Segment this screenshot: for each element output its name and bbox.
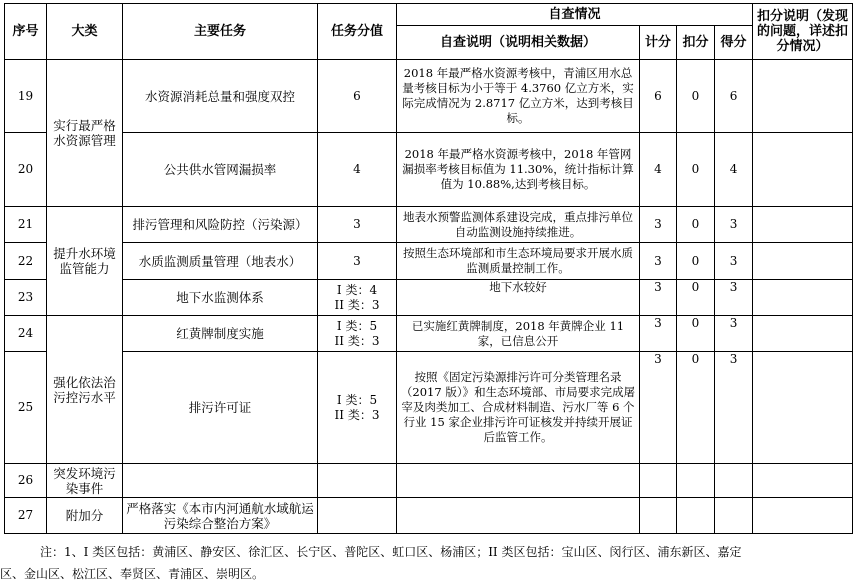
row-de: 3 (715, 243, 753, 280)
row-kou: 0 (677, 60, 715, 133)
row-score (318, 316, 397, 352)
table-row (5, 280, 853, 316)
row-score (318, 498, 397, 534)
footnote-line-1: 注：1、I 类区包括：黄浦区、静安区、徐汇区、长宁区、普陀区、虹口区、杨浦区；II 类区包括：宝山区、闵行区、浦东新区、嘉定 (40, 545, 742, 559)
row-task (123, 464, 318, 498)
header-deduct-note: 扣分说明（发现的问题，详述扣分情况） (753, 4, 853, 60)
row-score: 6 (318, 60, 397, 133)
table-row (5, 243, 853, 280)
row-ji (640, 498, 677, 534)
row-deduct-note (753, 352, 853, 464)
row-ji: 3 (640, 316, 677, 352)
table-row (5, 60, 853, 133)
row-kou: 0 (677, 280, 715, 316)
footnote-line-2: 区、金山区、松江区、奉贤区、青浦区、崇明区。 (0, 567, 265, 581)
row-score (318, 280, 397, 316)
row-kou: 0 (677, 133, 715, 207)
row-desc: 按照生态环境部和市生态环境局要求开展水质监测质量控制工作。 (397, 243, 640, 280)
assessment-table (4, 3, 853, 534)
table-row (5, 133, 853, 207)
row-deduct-note (753, 243, 853, 280)
row-deduct-note (753, 316, 853, 352)
row-deduct-note (753, 498, 853, 534)
header-row-1 (5, 4, 853, 26)
row-seq: 22 (5, 243, 47, 280)
row-ji: 3 (640, 352, 677, 464)
row-seq: 20 (5, 133, 47, 207)
row-deduct-note (753, 464, 853, 498)
row-task: 公共供水管网漏损率 (123, 133, 318, 207)
score-class-2: II 类：3 (334, 407, 380, 422)
score-class-1: I 类：5 (336, 392, 378, 407)
score-class-1: I 类：4 (336, 282, 378, 297)
row-task: 水质监测质量管理（地表水） (123, 243, 318, 280)
row-seq: 24 (5, 316, 47, 352)
row-de: 3 (715, 352, 753, 464)
row-seq: 21 (5, 207, 47, 243)
row-kou: 0 (677, 316, 715, 352)
header-ji: 计分 (640, 26, 677, 60)
row-seq: 23 (5, 280, 47, 316)
table-row (5, 498, 853, 534)
row-score: 3 (318, 243, 397, 280)
header-category: 大类 (47, 4, 123, 60)
table-row (5, 464, 853, 498)
row-deduct-note (753, 133, 853, 207)
row-score: 4 (318, 133, 397, 207)
category-cell: 提升水环境监管能力 (47, 207, 123, 316)
row-task: 地下水监测体系 (123, 280, 318, 316)
category-cell: 附加分 (47, 498, 123, 534)
category-cell: 强化依法治污控污水平 (47, 316, 123, 464)
row-de: 6 (715, 60, 753, 133)
table-row (5, 207, 853, 243)
row-deduct-note (753, 60, 853, 133)
row-de (715, 498, 753, 534)
row-ji: 6 (640, 60, 677, 133)
row-task: 水资源消耗总量和强度双控 (123, 60, 318, 133)
header-seq: 序号 (5, 4, 47, 60)
header-task: 主要任务 (123, 4, 318, 60)
row-desc (397, 498, 640, 534)
table-row (5, 316, 853, 352)
row-seq: 19 (5, 60, 47, 133)
row-de: 3 (715, 207, 753, 243)
row-desc: 2018 年最严格水资源考核中，2018 年管网漏损率考核目标值为 11.30%，统计指标计算值为 10.88%,达到考核目标。 (397, 133, 640, 207)
row-de: 3 (715, 280, 753, 316)
row-de: 4 (715, 133, 753, 207)
score-class-2: II 类：3 (334, 297, 380, 312)
score-class-1: I 类：5 (336, 318, 378, 333)
row-desc: 2018 年最严格水资源考核中，青浦区用水总量考核目标为小于等于 4.3760 亿立方米，实际完成情况为 2.8717 亿立方米，达到考核目标。 (397, 60, 640, 133)
row-task: 排污管理和风险防控（污染源） (123, 207, 318, 243)
row-kou (677, 498, 715, 534)
row-de (715, 464, 753, 498)
table-footnote (0, 541, 860, 585)
row-ji (640, 464, 677, 498)
row-deduct-note (753, 280, 853, 316)
row-kou: 0 (677, 243, 715, 280)
row-kou: 0 (677, 352, 715, 464)
row-task: 排污许可证 (123, 352, 318, 464)
row-ji: 3 (640, 243, 677, 280)
row-ji: 4 (640, 133, 677, 207)
row-score: 3 (318, 207, 397, 243)
row-de: 3 (715, 316, 753, 352)
row-deduct-note (753, 207, 853, 243)
row-desc (397, 464, 640, 498)
row-score (318, 352, 397, 464)
row-desc: 地表水预警监测体系建设完成，重点排污单位自动监测设施持续推进。 (397, 207, 640, 243)
row-ji: 3 (640, 280, 677, 316)
row-desc: 已实施红黄牌制度，2018 年黄牌企业 11 家，已信息公开 (397, 316, 640, 352)
row-seq: 26 (5, 464, 47, 498)
header-self-check: 自查情况 (397, 4, 753, 26)
row-score (318, 464, 397, 498)
score-class-2: II 类：3 (334, 333, 380, 348)
row-kou: 0 (677, 207, 715, 243)
header-score: 任务分值 (318, 4, 397, 60)
row-ji: 3 (640, 207, 677, 243)
category-cell: 突发环境污染事件 (47, 464, 123, 498)
header-self-desc: 自查说明（说明相关数据） (397, 26, 640, 60)
category-cell: 实行最严格水资源管理 (47, 60, 123, 207)
table-row (5, 352, 853, 464)
header-kou: 扣分 (677, 26, 715, 60)
header-de: 得分 (715, 26, 753, 60)
row-task: 红黄牌制度实施 (123, 316, 318, 352)
row-task: 严格落实《本市内河通航水域航运污染综合整治方案》 (123, 498, 318, 534)
row-desc: 地下水较好 (397, 280, 640, 316)
row-desc: 按照《固定污染源排污许可分类管理名录（2017 版）》和生态环境部、市局要求完成屠宰及肉类加工、合成材料制造、污水厂等 6 个行业 15 家企业排污许可证核发并持续开展证后监管工作。 (397, 352, 640, 464)
row-kou (677, 464, 715, 498)
row-seq: 25 (5, 352, 47, 464)
row-seq: 27 (5, 498, 47, 534)
